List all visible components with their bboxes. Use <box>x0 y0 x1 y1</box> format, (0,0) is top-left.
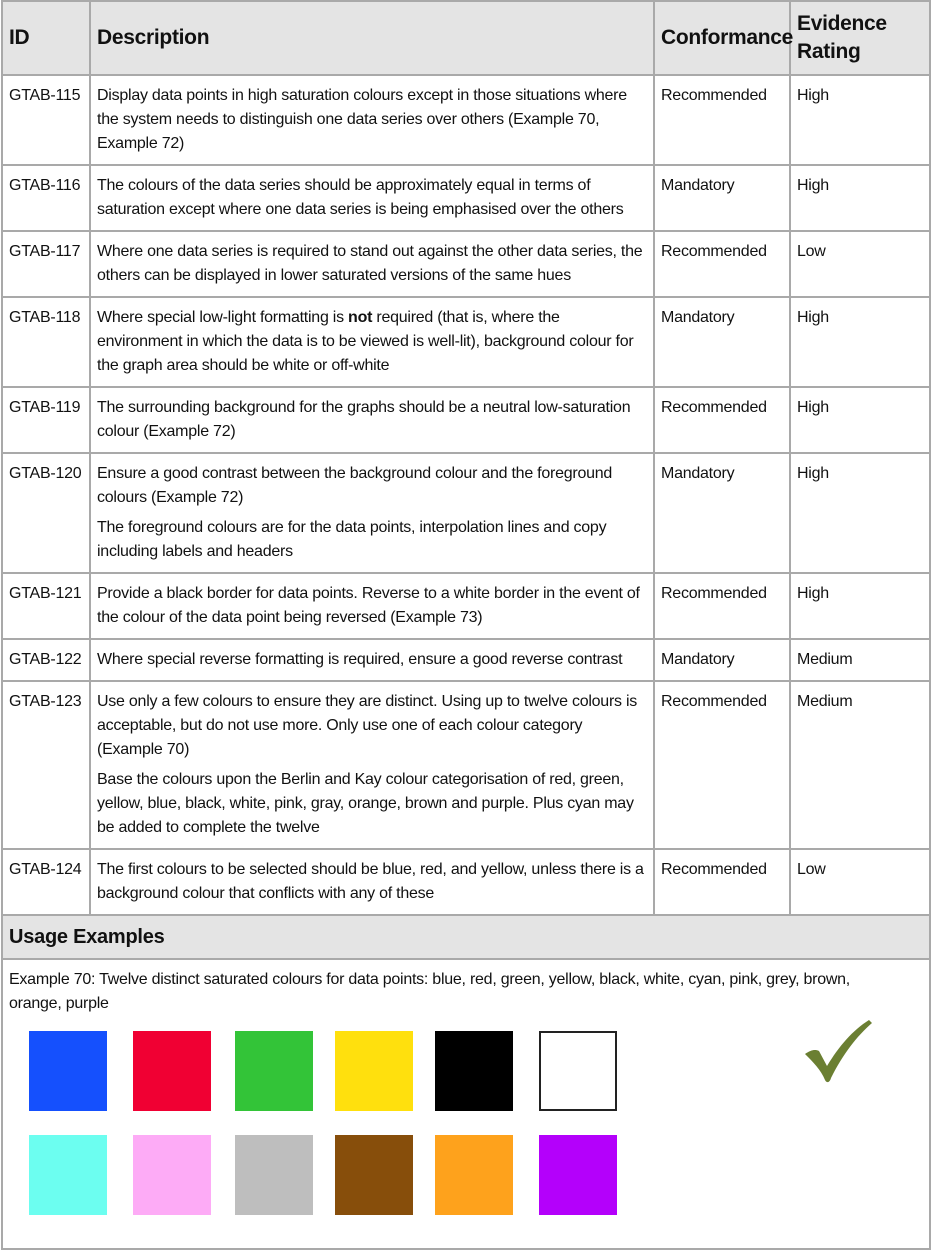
description-paragraph <box>97 516 647 564</box>
description-text: Ensure a good contrast between the background colour and the foreground colours (Example 72) <box>97 465 613 506</box>
colour-swatch-purple <box>539 1135 617 1215</box>
description-paragraph <box>97 690 647 762</box>
row-id: GTAB-123 <box>2 681 90 849</box>
row-evidence-rating: Medium <box>790 681 930 849</box>
colour-swatch-cyan <box>29 1135 107 1215</box>
row-conformance: Mandatory <box>654 165 790 231</box>
row-conformance: Recommended <box>654 573 790 639</box>
row-description <box>90 639 654 681</box>
description-text: Display data points in high saturation colours except in those situations where the system needs to distinguish one data series over others (Example 70, Example 72) <box>97 87 627 152</box>
row-id: GTAB-124 <box>2 849 90 915</box>
colour-swatch-green <box>235 1031 313 1111</box>
checkmark-icon <box>803 1020 875 1086</box>
table-row <box>2 231 930 297</box>
table-row <box>2 849 930 915</box>
row-evidence-rating: High <box>790 297 930 387</box>
header-evidence-rating <box>790 1 930 75</box>
colour-swatch-pink <box>133 1135 211 1215</box>
row-evidence-rating: Medium <box>790 639 930 681</box>
table-row <box>2 681 930 849</box>
header-evidence-line2: Rating <box>797 40 861 63</box>
row-conformance: Recommended <box>654 231 790 297</box>
row-description <box>90 453 654 573</box>
table-row <box>2 75 930 165</box>
table-row <box>2 387 930 453</box>
colour-swatch-white <box>539 1031 617 1111</box>
description-paragraph <box>97 648 647 672</box>
description-text: Where special reverse formatting is required, ensure a good reverse contrast <box>97 651 623 668</box>
table-row <box>2 639 930 681</box>
description-text: The surrounding background for the graphs should be a neutral low-saturation colour (Example 72) <box>97 399 631 440</box>
description-text: required (that is, where the environment in which the data is to be viewed is well-lit), background colour for the graph area should be white or off-white <box>97 309 634 374</box>
row-evidence-rating: High <box>790 165 930 231</box>
row-description <box>90 297 654 387</box>
description-paragraph <box>97 396 647 444</box>
row-evidence-rating: High <box>790 453 930 573</box>
colour-swatch-orange <box>435 1135 513 1215</box>
table-row <box>2 453 930 573</box>
header-id: ID <box>2 1 90 75</box>
row-description <box>90 573 654 639</box>
usage-examples-header-row <box>2 915 930 959</box>
description-paragraph <box>97 768 647 840</box>
example-caption: Example 70: Twelve distinct saturated colours for data points: blue, red, green, yellow, black, white, cyan, pink, grey, brown, orange, purple <box>9 971 850 1012</box>
row-id: GTAB-121 <box>2 573 90 639</box>
colour-swatch-black <box>435 1031 513 1111</box>
row-evidence-rating: High <box>790 573 930 639</box>
header-evidence-line1: Evidence <box>797 12 887 35</box>
row-description <box>90 387 654 453</box>
description-paragraph <box>97 462 647 510</box>
row-evidence-rating: High <box>790 75 930 165</box>
description-emphasis: not <box>348 309 373 326</box>
description-paragraph <box>97 84 647 156</box>
description-paragraph <box>97 306 647 378</box>
usage-examples-heading: Usage Examples <box>2 915 930 959</box>
description-paragraph <box>97 582 647 630</box>
description-text: Use only a few colours to ensure they are distinct. Using up to twelve colours is acceptable, but do not use more. Only use one of each colour category (Example 70) <box>97 693 638 758</box>
row-description <box>90 849 654 915</box>
row-conformance: Recommended <box>654 681 790 849</box>
usage-examples-body-row <box>2 959 930 1249</box>
row-evidence-rating: Low <box>790 231 930 297</box>
description-text: Base the colours upon the Berlin and Kay colour categorisation of red, green, yellow, blue, black, white, pink, gray, orange, brown and purple. Plus cyan may be added to complete the twelve <box>97 771 634 836</box>
row-id: GTAB-118 <box>2 297 90 387</box>
description-paragraph <box>97 858 647 906</box>
description-text: Where one data series is required to stand out against the other data series, the others can be displayed in lower saturated versions of the same hues <box>97 243 643 284</box>
table-row <box>2 165 930 231</box>
description-paragraph <box>97 240 647 288</box>
table-header-row <box>2 1 930 75</box>
row-id: GTAB-117 <box>2 231 90 297</box>
description-text: The foreground colours are for the data points, interpolation lines and copy including labels and headers <box>97 519 607 560</box>
row-id: GTAB-120 <box>2 453 90 573</box>
header-conformance: Conformance <box>654 1 790 75</box>
description-text: Provide a black border for data points. Reverse to a white border in the event of the colour of the data point being reversed (Example 73) <box>97 585 640 626</box>
row-id: GTAB-115 <box>2 75 90 165</box>
usage-example-cell <box>2 959 930 1249</box>
row-id: GTAB-119 <box>2 387 90 453</box>
row-description <box>90 681 654 849</box>
table-row <box>2 573 930 639</box>
row-id: GTAB-122 <box>2 639 90 681</box>
row-conformance: Mandatory <box>654 297 790 387</box>
row-conformance: Mandatory <box>654 453 790 573</box>
description-text: Where special low-light formatting is <box>97 309 349 326</box>
row-evidence-rating: High <box>790 387 930 453</box>
description-text: The colours of the data series should be approximately equal in terms of saturation except where one data series is being emphasised over the others <box>97 177 624 218</box>
colour-swatch-yellow <box>335 1031 413 1111</box>
row-evidence-rating: Low <box>790 849 930 915</box>
row-conformance: Recommended <box>654 849 790 915</box>
row-conformance: Recommended <box>654 387 790 453</box>
row-description <box>90 165 654 231</box>
colour-swatch-grey <box>235 1135 313 1215</box>
table-row <box>2 297 930 387</box>
guidelines-table <box>1 0 931 1250</box>
row-conformance: Mandatory <box>654 639 790 681</box>
colour-swatch-brown <box>335 1135 413 1215</box>
row-description <box>90 75 654 165</box>
colour-swatch-blue <box>29 1031 107 1111</box>
row-conformance: Recommended <box>654 75 790 165</box>
description-paragraph <box>97 174 647 222</box>
row-description <box>90 231 654 297</box>
row-id: GTAB-116 <box>2 165 90 231</box>
description-text: The first colours to be selected should be blue, red, and yellow, unless there is a background colour that conflicts with any of these <box>97 861 644 902</box>
header-description: Description <box>90 1 654 75</box>
colour-swatch-red <box>133 1031 211 1111</box>
